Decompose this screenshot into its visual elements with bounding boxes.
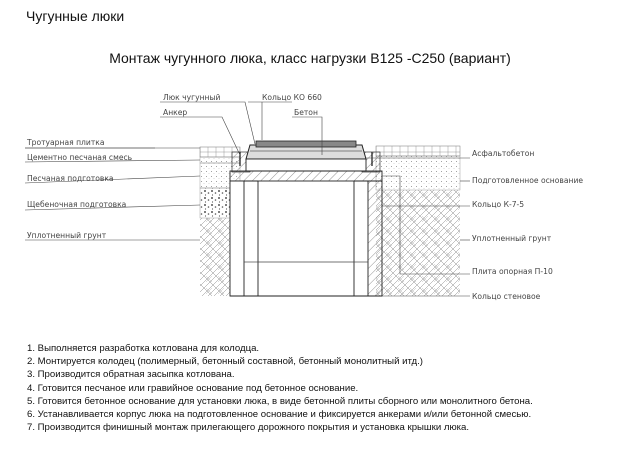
label-compacted-left: Уплотненный грунт (27, 231, 107, 240)
label-asphalt: Асфальтобетон (472, 149, 535, 158)
label-ring-ko: Кольцо КО 660 (262, 93, 322, 102)
label-wall-ring: Кольцо стеновое (472, 292, 541, 301)
label-base-plate: Плита опорная П-10 (472, 267, 553, 276)
step-item: 5. Готовится бетонное основание для установки люка, в виде бетонной плиты сборного или монолитного бетона. (27, 395, 533, 407)
right-soil-layers (376, 146, 460, 296)
step-item: 3. Производится обратная засыпка котлована. (27, 369, 235, 381)
installation-steps (27, 342, 533, 434)
label-sidewalk-tile: Тротуарная плитка (27, 138, 105, 147)
prepared-base-layer (376, 156, 460, 190)
label-anchor: Анкер (163, 108, 188, 117)
label-lid: Люк чугунный (163, 93, 221, 102)
step-item: 2. Монтируется колодец (полимерный, бетонный составной, бетонный монолитный итд.) (27, 356, 423, 368)
label-compacted-right: Уплотненный грунт (472, 234, 552, 243)
label-sand-prep: Песчаная подготовка (27, 174, 114, 183)
well-structure (230, 141, 382, 296)
label-cement-sand: Цементно песчаная смесь (27, 153, 133, 162)
label-gravel-prep: Щебеночная подготовка (27, 200, 127, 209)
step-item: 4. Готовится песчаное или гравийное основание под бетонное основание. (27, 382, 359, 394)
label-ring-k: Кольцо К-7-5 (472, 200, 525, 209)
label-prepared-base: Подготовленное основание (472, 176, 584, 185)
label-concrete: Бетон (294, 108, 318, 117)
diagram-title: Монтаж чугунного люка, класс нагрузки B125 -C250 (вариант) (109, 50, 511, 66)
asphalt-layer (376, 146, 460, 156)
step-item: 1. Выполняется разработка котлована для колодца. (27, 343, 260, 354)
page-title: Чугунные люки (26, 8, 125, 24)
step-item: 6. Устанавливается корпус люка на подготовленное основание и фиксируется анкерами и/или бетонной смесью. (27, 409, 532, 421)
step-item: 7. Производится финишный монтаж прилегающего дорожного покрытия и установка крышки люка. (27, 422, 470, 434)
